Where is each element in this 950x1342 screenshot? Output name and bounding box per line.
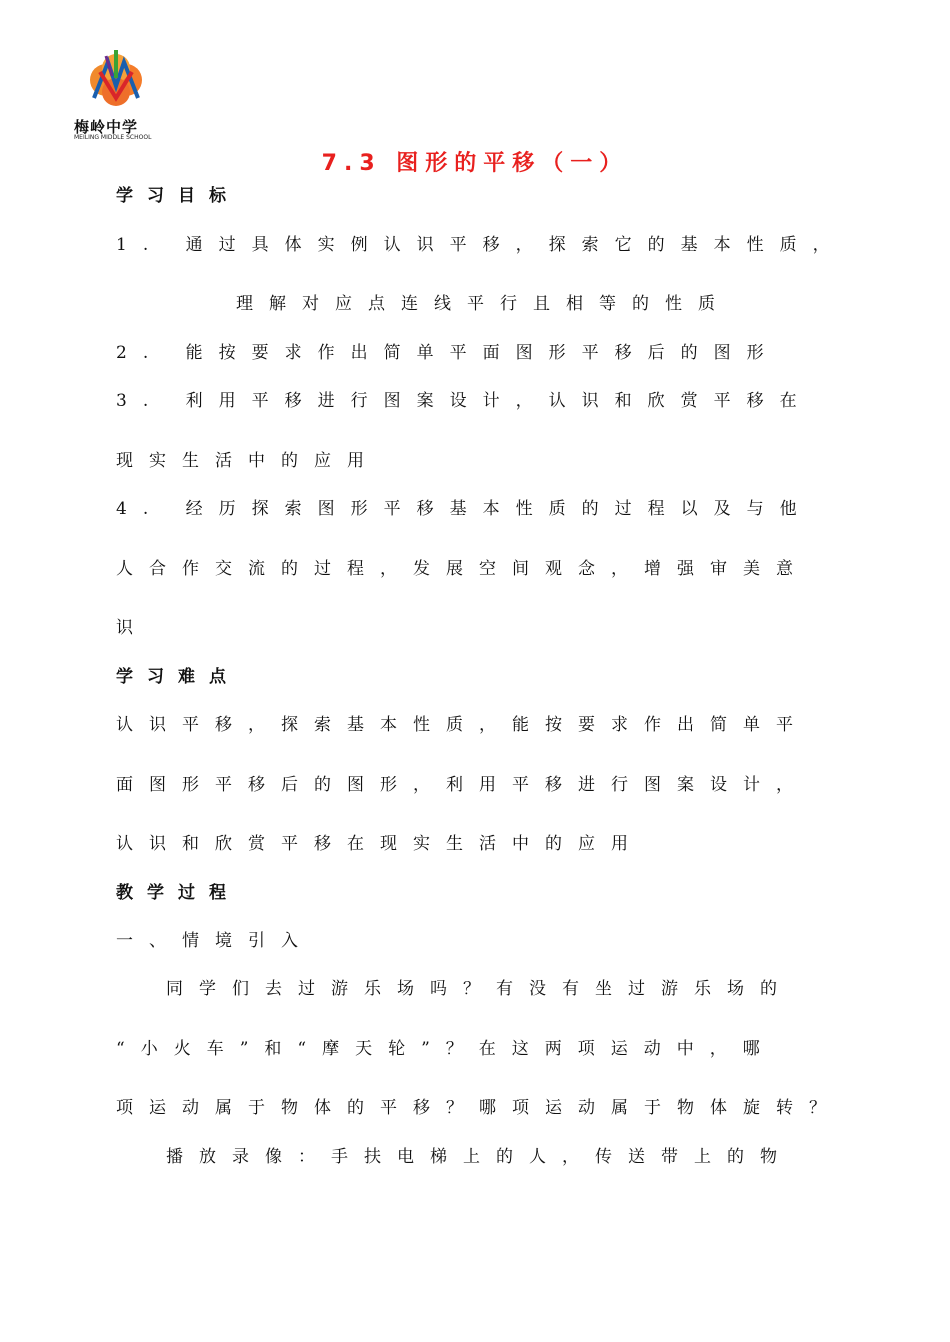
process-part-1-heading: 一、情境引入: [116, 931, 314, 951]
difficulty-line-2: 面图形平移后的图形，利用平移进行图案设计，: [116, 775, 809, 795]
goal-4-line-1: 4. 经历探索图形平移基本性质的过程以及与他: [116, 499, 813, 519]
goal-3-line-2: 现实生活中的应用: [116, 451, 380, 471]
goal-4-line-2: 人合作交流的过程，发展空间观念，增强审美意: [116, 559, 809, 579]
goal-1-line-1: 1. 通过具体实例认识平移，探索它的基本性质，: [116, 235, 846, 255]
process-paragraph-2-line-1: 播放录像：手扶电梯上的人，传送带上的物: [166, 1147, 793, 1167]
goal-3-line-1: 3. 利用平移进行图案设计，认识和欣赏平移在: [116, 391, 813, 411]
school-logo: [72, 42, 162, 146]
difficulty-line-3: 认识和欣赏平移在现实生活中的应用: [116, 834, 644, 854]
school-name-english: MEILING MIDDLE SCHOOL: [74, 134, 152, 141]
goal-1-line-2: 理解对应点连线平行且相等的性质: [236, 294, 731, 314]
page-title: 7.3 图形的平移（一）: [321, 151, 629, 176]
process-paragraph-1-line-3: 项运动属于物体的平移？哪项运动属于物体旋转？: [116, 1098, 842, 1118]
process-paragraph-1-line-1: 同学们去过游乐场吗？有没有坐过游乐场的: [166, 979, 793, 999]
section-heading-process: 教学过程: [116, 883, 240, 903]
goal-4-line-3: 识: [116, 618, 149, 638]
goal-2: 2. 能按要求作出简单平面图形平移后的图形: [116, 343, 780, 363]
school-name: 梅岭中学: [74, 118, 139, 136]
difficulty-line-1: 认识平移，探索基本性质，能按要求作出简单平: [116, 715, 809, 735]
section-heading-goals: 学习目标: [116, 186, 240, 206]
process-paragraph-1-line-2: “小火车”和“摩天轮”？在这两项运动中，哪: [116, 1039, 776, 1059]
section-heading-difficulty: 学习难点: [116, 667, 240, 687]
school-emblem-icon: [84, 42, 148, 114]
